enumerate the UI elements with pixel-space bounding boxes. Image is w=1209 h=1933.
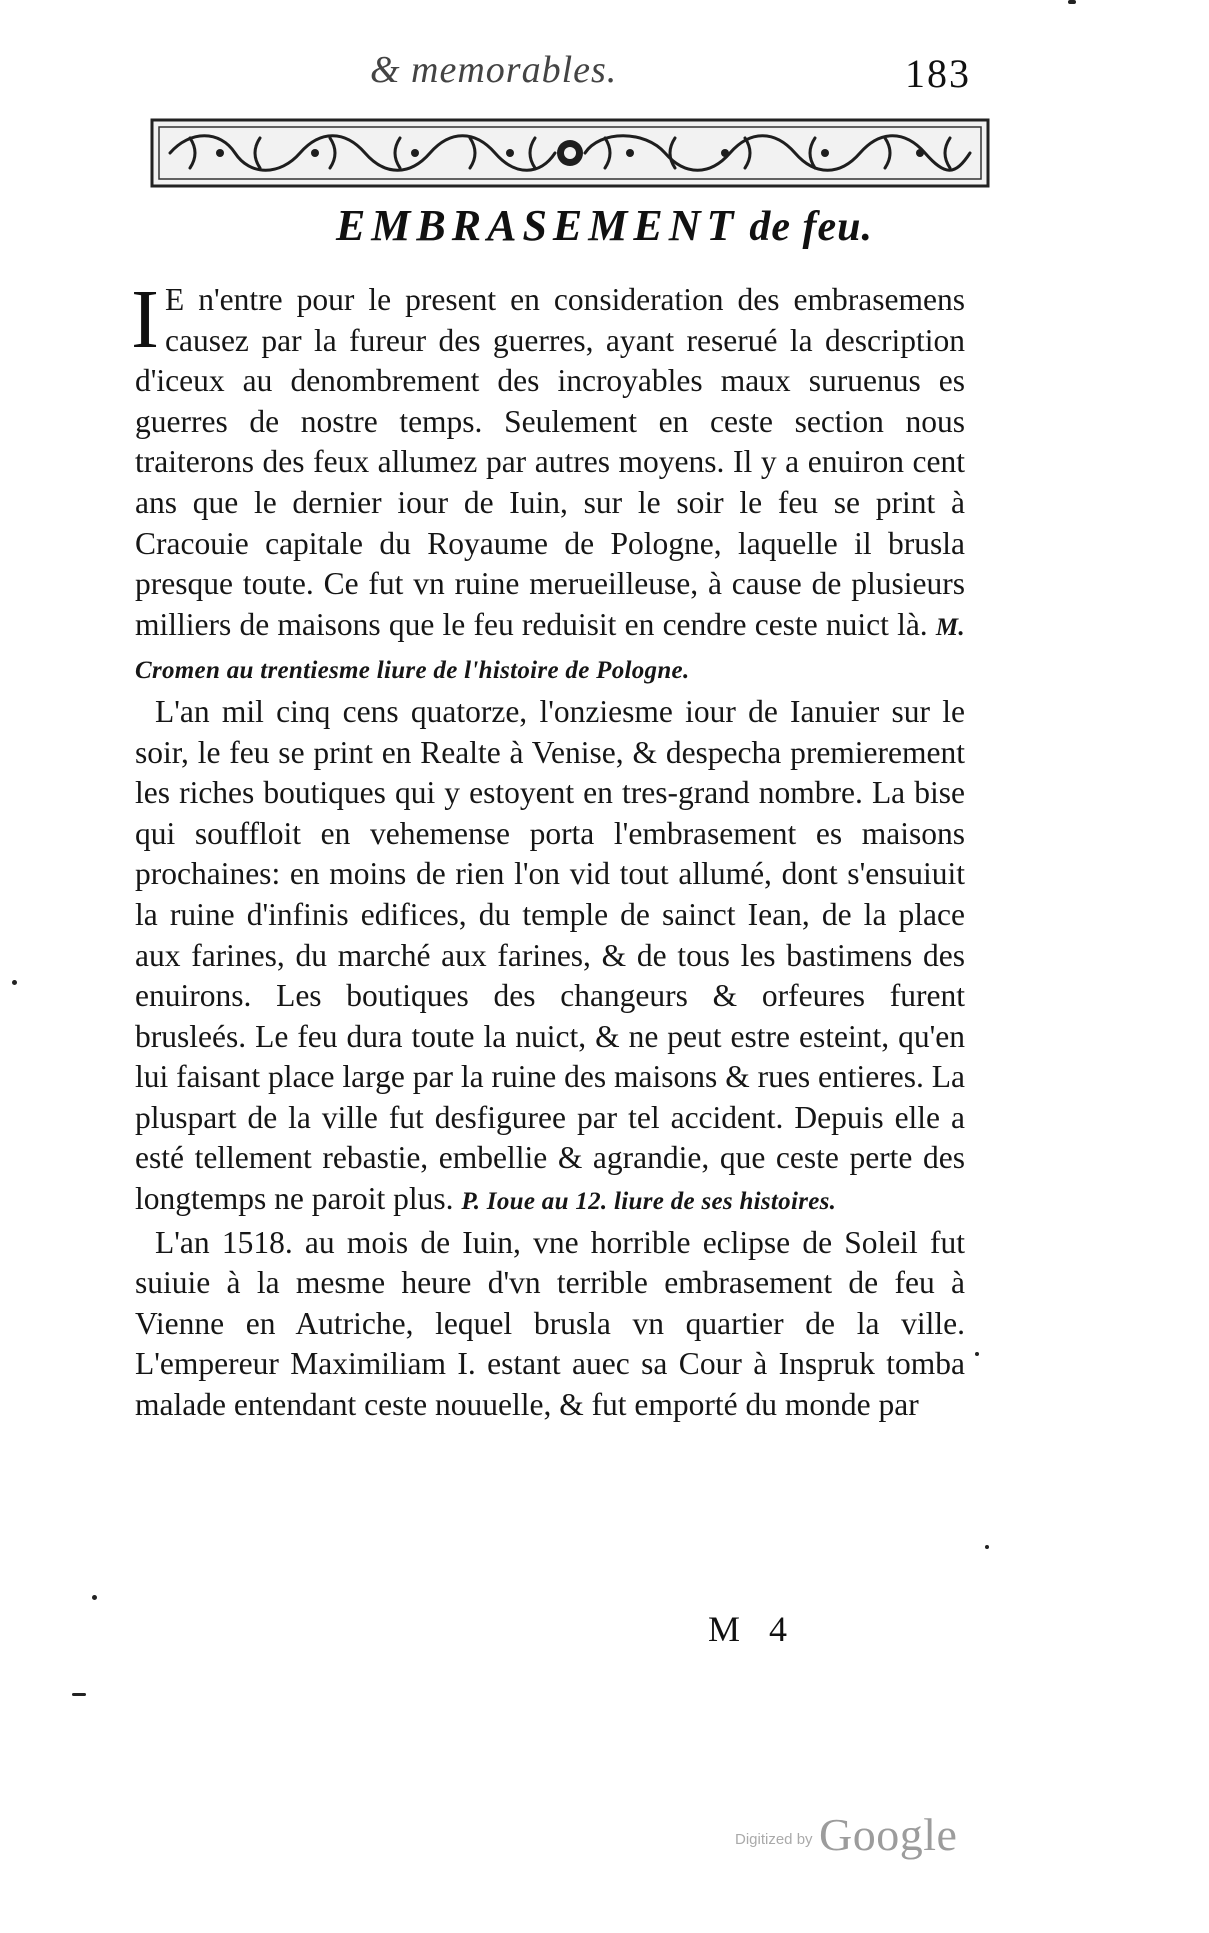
citation: P. Ioue au 12. liure de ses histoires.	[461, 1188, 837, 1216]
ink-speck	[92, 1595, 97, 1600]
ink-speck	[72, 1693, 86, 1696]
paragraph	[131, 273, 965, 692]
paragraph-text: E n'entre pour le present en consideration des embrasemens causez par la fureur des guerres, ayant reserué la description d'iceux au denombrement des incroyables maux suruenus es guerres de nostre temps. Seulement en ceste section nous traiterons des feux allumez par autres moyens. Il y a enuiron cent ans que le dernier iour de Iuin, sur le soir le feu se print à Cracouie capitale du Royaume de Pologne, laquelle il brusla presque toute. Ce fut vn ruine merueilleuse, à cause de plusieurs milliers de maisons que le feu reduisit en cendre ceste nuict là.	[135, 282, 965, 642]
ink-speck	[985, 1545, 989, 1549]
ornamental-headpiece	[150, 118, 990, 188]
paragraph	[135, 1223, 965, 1426]
digitized-watermark	[735, 1808, 957, 1861]
ink-speck	[975, 1352, 979, 1356]
watermark-prefix: Digitized by	[735, 1831, 813, 1848]
ink-speck	[12, 980, 17, 985]
page-number: 183	[905, 51, 971, 96]
ink-speck	[1068, 0, 1076, 4]
paragraph	[135, 692, 965, 1223]
running-head: & memorables.	[370, 49, 618, 91]
section-title-main: EMBRASEMENT	[335, 201, 740, 250]
paragraph-text: L'an 1518. au mois de Iuin, vne horrible eclipse de Soleil fut suiuie à la mesme heure d'vn terrible embrasement de feu à Vienne en Autriche, lequel brusla vn quartier de la ville. L'empereur Maximiliam I. estant auec sa Cour à Inspruk tomba malade entendant ceste nouuelle, & fut emporté du monde par	[135, 1224, 965, 1423]
section-title-tail: de feu.	[749, 204, 874, 250]
signature-mark: M 4	[708, 1609, 798, 1649]
paragraph-text: L'an mil cinq cens quatorze, l'onziesme iour de Ianuier sur le soir, le feu se print en Realte à Venise, & despecha premierement les riches boutiques qui y estoyent en tres-grand nombre. La bise qui souffloit en vehemense porta l'embrasement es maisons prochaines: en moins de rien l'on vid tout allumé, dont s'ensuiuit la ruine d'infinis edifices, du temple de sainct Iean, de la place aux farines, du marché aux farines, & de tous les bastimens des enuirons. Les boutiques des changeurs & orfeures furent brusleés. Le feu dura toute la nuict, & ne peut estre esteint, qu'en lui faisant place large par la ruine des maisons & rues entieres. La pluspart de la ville fut desfiguree par tel accident. Depuis elle a esté tellement rebastie, embellie & agrandie, que ceste perte des longtemps ne paroit plus.	[135, 693, 965, 1217]
watermark-logo: Google	[819, 1809, 958, 1860]
drop-cap: I	[131, 273, 159, 366]
body-text	[131, 273, 965, 1426]
section-title	[0, 200, 1209, 251]
citation: M. Cromen au trentiesme liure de l'histoire de Pologne.	[135, 613, 965, 685]
